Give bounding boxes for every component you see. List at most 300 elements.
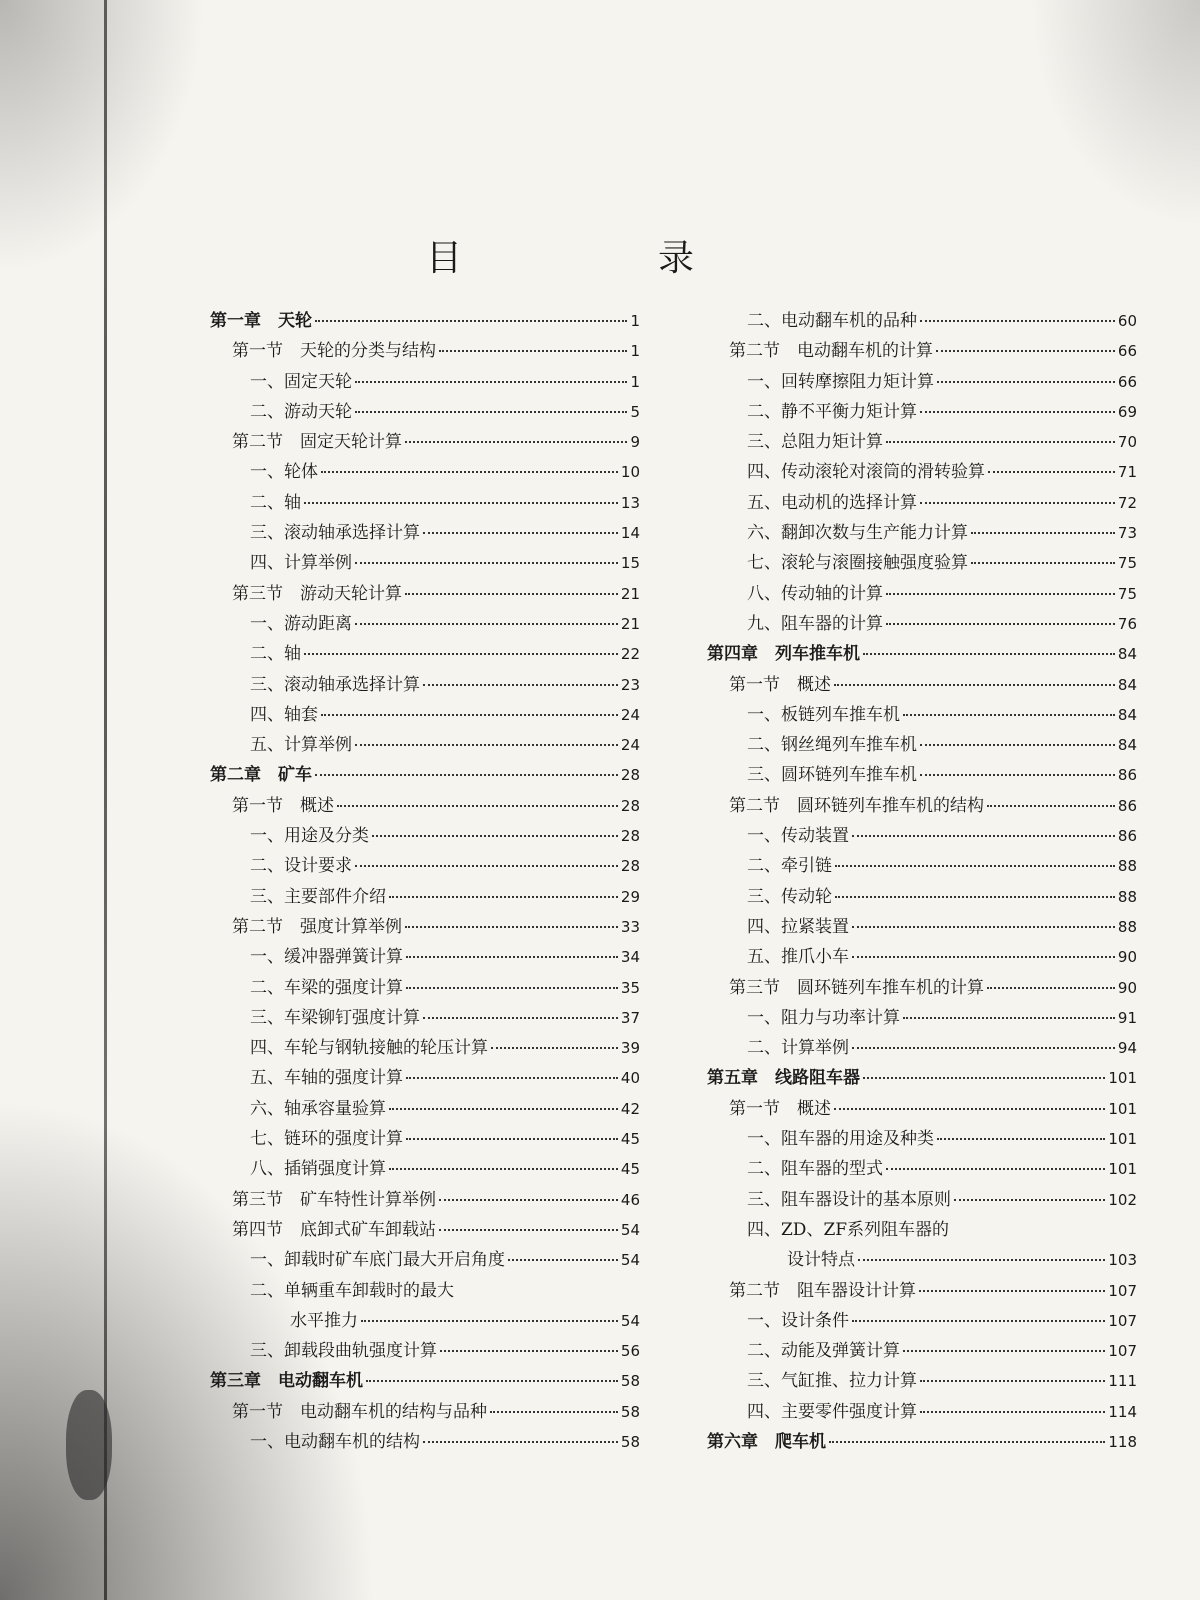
toc-entry-page-number: 54	[620, 1311, 640, 1330]
dot-leader	[852, 926, 1115, 928]
toc-entry-section	[210, 912, 640, 942]
toc-entry-page-number: 101	[1108, 1130, 1137, 1149]
toc-entry-item	[707, 942, 1137, 972]
toc-entry-item	[210, 851, 640, 881]
toc-entry-label: 第二节 强度计算举例	[232, 916, 402, 937]
toc-entry-item	[210, 821, 640, 851]
toc-entry-page-number: 91	[1117, 1008, 1137, 1027]
toc-entry-page-number: 114	[1108, 1402, 1137, 1421]
dot-leader	[361, 1320, 618, 1322]
toc-entry-page-number: 71	[1117, 463, 1137, 482]
toc-entry-item	[707, 1033, 1137, 1063]
dot-leader	[406, 1077, 618, 1079]
toc-entry-label: 一、用途及分类	[250, 826, 369, 847]
toc-entry-item	[210, 730, 640, 760]
toc-entry-label: 第三节 矿车特性计算举例	[232, 1189, 436, 1210]
dot-leader	[372, 835, 618, 837]
toc-entry-label: 四、轴套	[250, 704, 318, 725]
toc-entry-page-number: 73	[1117, 524, 1137, 543]
toc-entry-chapter	[707, 1427, 1137, 1457]
toc-entry-page-number: 76	[1117, 614, 1137, 633]
toc-entry-chapter	[210, 306, 640, 336]
toc-entry-item	[707, 1003, 1137, 1033]
dot-leader	[920, 502, 1115, 504]
toc-entry-label: 三、圆环链列车推车机	[747, 765, 917, 786]
toc-entry-label: 四、计算举例	[250, 553, 352, 574]
dot-leader	[491, 1047, 618, 1049]
toc-entry-label: 第四章 列车推车机	[707, 644, 860, 665]
toc-entry-label: 二、动能及弹簧计算	[747, 1341, 900, 1362]
toc-entry-page-number: 101	[1108, 1069, 1137, 1088]
dot-leader	[835, 896, 1115, 898]
toc-entry-label: 四、传动滚轮对滚筒的滑转验算	[747, 462, 985, 483]
toc-entry-page-number: 1	[630, 372, 640, 391]
dot-leader	[389, 1108, 618, 1110]
toc-entry-label: 第二节 固定天轮计算	[232, 432, 402, 453]
toc-entry-label: 一、设计条件	[747, 1310, 849, 1331]
toc-entry-label: 一、阻车器的用途及种类	[747, 1129, 934, 1150]
toc-entry-page-number: 111	[1108, 1372, 1137, 1391]
toc-entry-label: 二、轴	[250, 644, 301, 665]
toc-entry-label: 一、回转摩擦阻力矩计算	[747, 371, 934, 392]
toc-entry-page-number: 60	[1117, 312, 1137, 330]
dot-leader	[439, 1229, 618, 1231]
toc-entry-item	[707, 1366, 1137, 1396]
toc-entry-page-number: 28	[620, 766, 640, 785]
toc-entry-page-number: 84	[1117, 645, 1137, 664]
toc-entry-label: 第三节 游动天轮计算	[232, 583, 402, 604]
toc-entry-item	[210, 609, 640, 639]
toc-entry-page-number: 103	[1108, 1251, 1137, 1270]
toc-entry-label: 四、车轮与钢轨接触的轮压计算	[250, 1038, 488, 1059]
toc-entry-page-number: 75	[1117, 584, 1137, 603]
toc-entry-item	[210, 670, 640, 700]
dot-leader	[315, 320, 627, 322]
dot-leader	[954, 1199, 1105, 1201]
dot-leader	[971, 562, 1115, 564]
toc-entry-page-number: 1	[630, 312, 640, 330]
toc-entry-page-number: 23	[620, 675, 640, 694]
toc-entry-label: 一、轮体	[250, 462, 318, 483]
toc-entry-page-number: 102	[1108, 1190, 1137, 1209]
toc-entry-label: 三、车梁铆钉强度计算	[250, 1007, 420, 1028]
toc-entry-cont	[707, 1245, 1137, 1275]
toc-right-column	[707, 306, 1137, 1457]
toc-entry-label: 第二章 矿车	[210, 765, 312, 786]
dot-leader	[920, 320, 1115, 322]
toc-entry-page-number: 54	[620, 1251, 640, 1270]
toc-entry-label: 二、电动翻车机的品种	[747, 311, 917, 331]
toc-entry-item	[210, 639, 640, 669]
toc-entry-item	[210, 1245, 640, 1275]
dot-leader	[337, 805, 618, 807]
toc-entry-item	[210, 1427, 640, 1457]
dot-leader	[439, 1199, 618, 1201]
toc-entry-item	[210, 1336, 640, 1366]
dot-leader	[440, 1350, 618, 1352]
toc-entry-label: 九、阻车器的计算	[747, 613, 883, 634]
toc-entry-page-number: 46	[620, 1190, 640, 1209]
toc-entry-item	[210, 1154, 640, 1184]
toc-entry-page-number: 13	[620, 493, 640, 512]
toc-entry-page-number: 22	[620, 645, 640, 664]
toc-entry-label: 七、链环的强度计算	[250, 1129, 403, 1150]
toc-entry-page-number: 86	[1117, 766, 1137, 785]
dot-leader	[852, 1047, 1115, 1049]
toc-entry-label: 一、板链列车推车机	[747, 704, 900, 725]
toc-entry-item	[210, 488, 640, 518]
dot-leader	[355, 865, 618, 867]
toc-entry-cont	[210, 1306, 640, 1336]
toc-entry-item	[707, 760, 1137, 790]
toc-entry-page-number: 70	[1117, 433, 1137, 452]
toc-entry-section	[707, 973, 1137, 1003]
dot-leader	[886, 441, 1115, 443]
dot-leader	[829, 1441, 1105, 1443]
toc-entry-label: 第三节 圆环链列车推车机的计算	[729, 977, 984, 998]
toc-entry-item	[707, 609, 1137, 639]
toc-entry-label: 二、设计要求	[250, 856, 352, 877]
toc-entry-section	[210, 579, 640, 609]
toc-entry-label: 三、阻车器设计的基本原则	[747, 1189, 951, 1210]
dot-leader	[971, 532, 1115, 534]
toc-entry-label: 五、车轴的强度计算	[250, 1068, 403, 1089]
toc-entry-page-number: 58	[620, 1432, 640, 1451]
toc-entry-label: 八、传动轴的计算	[747, 583, 883, 604]
dot-leader	[987, 987, 1115, 989]
toc-entry-page-number: 88	[1117, 887, 1137, 906]
toc-entry-page-number: 75	[1117, 554, 1137, 573]
page-title: 目 录	[425, 238, 774, 279]
toc-entry-label: 设计特点	[787, 1250, 855, 1271]
toc-entry-page-number: 56	[620, 1342, 640, 1361]
toc-entry-label: 第一节 概述	[232, 795, 334, 816]
toc-entry-label: 三、气缸推、拉力计算	[747, 1371, 917, 1392]
toc-entry-label: 五、电动机的选择计算	[747, 492, 917, 513]
dot-leader	[920, 774, 1115, 776]
toc-entry-page-number: 33	[620, 917, 640, 936]
toc-entry-label: 二、钢丝绳列车推车机	[747, 735, 917, 756]
toc-entry-item	[210, 700, 640, 730]
toc-entry-page-number: 34	[620, 948, 640, 967]
toc-entry-item	[210, 397, 640, 427]
dot-leader	[423, 1441, 618, 1443]
toc-entry-item	[707, 1336, 1137, 1366]
toc-entry-item	[707, 548, 1137, 578]
dot-leader	[355, 411, 627, 413]
toc-entry-item	[707, 367, 1137, 397]
toc-entry-item	[210, 457, 640, 487]
toc-entry-section	[707, 791, 1137, 821]
toc-entry-item	[210, 518, 640, 548]
toc-entry-item	[707, 579, 1137, 609]
dot-leader	[858, 1259, 1105, 1261]
dot-leader	[863, 653, 1115, 655]
toc-entry-page-number: 58	[620, 1402, 640, 1421]
toc-entry-page-number: 84	[1117, 736, 1137, 755]
dot-leader	[406, 956, 618, 958]
dot-leader	[321, 471, 618, 473]
toc-entry-page-number: 66	[1117, 342, 1137, 361]
toc-entry-item	[210, 1003, 640, 1033]
toc-entry-item	[707, 730, 1137, 760]
dot-leader	[321, 714, 618, 716]
toc-entry-item	[210, 1063, 640, 1093]
dot-leader	[919, 1290, 1105, 1292]
toc-entry-page-number: 72	[1117, 493, 1137, 512]
toc-entry-page-number: 88	[1117, 917, 1137, 936]
toc-entry-item	[210, 1124, 640, 1154]
toc-entry-label: 一、阻力与功率计算	[747, 1007, 900, 1028]
toc-entry-label: 三、主要部件介绍	[250, 886, 386, 907]
toc-entry-label: 第一节 电动翻车机的结构与品种	[232, 1401, 487, 1422]
toc-entry-page-number: 58	[620, 1372, 640, 1391]
toc-entry-label: 五、推爪小车	[747, 947, 849, 968]
dot-leader	[406, 1138, 618, 1140]
dot-leader	[886, 593, 1115, 595]
dot-leader	[304, 653, 618, 655]
toc-entry-page-number: 21	[620, 584, 640, 603]
toc-entry-chapter	[210, 760, 640, 790]
binding-stain	[66, 1390, 112, 1500]
toc-entry-page-number: 86	[1117, 827, 1137, 846]
toc-left-column	[210, 306, 640, 1457]
toc-entry-page-number: 69	[1117, 402, 1137, 421]
toc-entry-label: 四、拉紧装置	[747, 916, 849, 937]
dot-leader	[903, 714, 1115, 716]
toc-entry-label: 一、传动装置	[747, 826, 849, 847]
dot-leader	[355, 744, 618, 746]
dot-leader	[389, 896, 618, 898]
dot-leader	[508, 1259, 618, 1261]
toc-entry-item	[707, 488, 1137, 518]
toc-entry-label: 二、静不平衡力矩计算	[747, 401, 917, 422]
toc-entry-chapter	[707, 1063, 1137, 1093]
toc-entry-item	[210, 1033, 640, 1063]
toc-entry-label: 第一节 概述	[729, 1098, 831, 1119]
toc-entry-page-number: 90	[1117, 978, 1137, 997]
toc-entry-item	[210, 1276, 640, 1306]
toc-entry-label: 三、滚动轴承选择计算	[250, 674, 420, 695]
toc-entry-page-number: 9	[630, 433, 640, 452]
toc-entry-label: 一、固定天轮	[250, 371, 352, 392]
toc-entry-label: 二、游动天轮	[250, 401, 352, 422]
toc-entry-section	[210, 1397, 640, 1427]
toc-entry-item	[707, 427, 1137, 457]
dot-leader	[936, 350, 1115, 352]
toc-entry-label: 水平推力	[290, 1310, 358, 1331]
dot-leader	[405, 593, 618, 595]
dot-leader	[988, 471, 1115, 473]
toc-entry-label: 七、滚轮与滚圈接触强度验算	[747, 553, 968, 574]
dot-leader	[903, 1017, 1115, 1019]
toc-entry-label: 三、卸载段曲轨强度计算	[250, 1341, 437, 1362]
toc-entry-page-number: 28	[620, 827, 640, 846]
toc-entry-page-number: 66	[1117, 372, 1137, 391]
toc-entry-page-number: 15	[620, 554, 640, 573]
toc-entry-section	[210, 791, 640, 821]
toc-entry-label: 第六章 爬车机	[707, 1431, 826, 1452]
dot-leader	[852, 835, 1115, 837]
toc-entry-label: 第一章 天轮	[210, 311, 312, 331]
toc-entry-item	[707, 912, 1137, 942]
toc-entry-label: 一、游动距离	[250, 613, 352, 634]
toc-entry-page-number: 24	[620, 736, 640, 755]
dot-leader	[886, 1168, 1105, 1170]
toc-entry-page-number: 14	[620, 524, 640, 543]
toc-entry-page-number: 45	[620, 1130, 640, 1149]
dot-leader	[423, 1017, 618, 1019]
toc-entry-page-number: 21	[620, 614, 640, 633]
toc-entry-label: 一、缓冲器弹簧计算	[250, 947, 403, 968]
toc-entry-page-number: 40	[620, 1069, 640, 1088]
toc-entry-label: 四、主要零件强度计算	[747, 1401, 917, 1422]
toc-entry-item	[707, 821, 1137, 851]
dot-leader	[937, 381, 1115, 383]
toc-entry-section	[210, 427, 640, 457]
dot-leader	[920, 744, 1115, 746]
dot-leader	[389, 1168, 618, 1170]
toc-entry-item	[210, 548, 640, 578]
toc-entry-page-number: 84	[1117, 705, 1137, 724]
toc-entry-label: 六、翻卸次数与生产能力计算	[747, 523, 968, 544]
toc-entry-chapter	[210, 1366, 640, 1396]
dot-leader	[835, 865, 1115, 867]
toc-entry-page-number: 94	[1117, 1039, 1137, 1058]
toc-entry-item	[707, 518, 1137, 548]
toc-entry-item	[210, 973, 640, 1003]
toc-entry-label: 第一节 概述	[729, 674, 831, 695]
toc-entry-label: 六、轴承容量验算	[250, 1098, 386, 1119]
dot-leader	[315, 774, 618, 776]
toc-entry-label: 第五章 线路阻车器	[707, 1068, 860, 1089]
toc-entry-label: 第一节 天轮的分类与结构	[232, 341, 436, 362]
toc-entry-page-number: 101	[1108, 1099, 1137, 1118]
toc-entry-section	[707, 670, 1137, 700]
dot-leader	[903, 1350, 1105, 1352]
toc-entry-label: 一、卸载时矿车底门最大开启角度	[250, 1250, 505, 1271]
toc-entry-label: 三、总阻力矩计算	[747, 432, 883, 453]
dot-leader	[304, 502, 618, 504]
toc-entry-section	[707, 1276, 1137, 1306]
toc-entry-label: 三、传动轮	[747, 886, 832, 907]
toc-entry-page-number: 1	[630, 342, 640, 361]
toc-entry-section	[210, 336, 640, 366]
toc-entry-label: 三、滚动轴承选择计算	[250, 523, 420, 544]
dot-leader	[834, 1108, 1105, 1110]
toc-entry-item	[707, 1215, 1137, 1245]
toc-entry-page-number: 54	[620, 1220, 640, 1239]
dot-leader	[366, 1380, 618, 1382]
toc-entry-item	[707, 306, 1137, 336]
toc-entry-page-number: 107	[1108, 1281, 1137, 1300]
toc-entry-item	[210, 942, 640, 972]
toc-entry-item	[707, 700, 1137, 730]
toc-entry-item	[707, 1154, 1137, 1184]
dot-leader	[920, 1380, 1105, 1382]
toc-entry-label: 第四节 底卸式矿车卸载站	[232, 1219, 436, 1240]
dot-leader	[886, 623, 1115, 625]
toc-entry-page-number: 28	[620, 857, 640, 876]
toc-entry-label: 二、轴	[250, 492, 301, 513]
toc-entry-item	[210, 882, 640, 912]
toc-entry-label: 第二节 圆环链列车推车机的结构	[729, 795, 984, 816]
toc-entry-page-number: 86	[1117, 796, 1137, 815]
toc-entry-label: 二、车梁的强度计算	[250, 977, 403, 998]
toc-entry-page-number: 101	[1108, 1160, 1137, 1179]
toc-entry-label: 四、ZD、ZF系列阻车器的	[747, 1219, 950, 1240]
toc-entry-label: 一、电动翻车机的结构	[250, 1431, 420, 1452]
toc-entry-item	[707, 397, 1137, 427]
dot-leader	[920, 1411, 1105, 1413]
dot-leader	[863, 1077, 1105, 1079]
toc-entry-item	[707, 1306, 1137, 1336]
dot-leader	[937, 1138, 1105, 1140]
toc-entry-page-number: 28	[620, 796, 640, 815]
toc-entry-section	[210, 1215, 640, 1245]
dot-leader	[355, 381, 627, 383]
dot-leader	[834, 684, 1115, 686]
dot-leader	[439, 350, 627, 352]
toc-entry-page-number: 42	[620, 1099, 640, 1118]
toc-entry-page-number: 107	[1108, 1342, 1137, 1361]
toc-entry-label: 第二节 阻车器设计计算	[729, 1280, 916, 1301]
toc-entry-page-number: 84	[1117, 675, 1137, 694]
toc-entry-label: 二、阻车器的型式	[747, 1159, 883, 1180]
toc-entry-page-number: 10	[620, 463, 640, 482]
dot-leader	[987, 805, 1115, 807]
toc-entry-label: 二、牵引链	[747, 856, 832, 877]
dot-leader	[355, 623, 618, 625]
dot-leader	[423, 684, 618, 686]
toc-entry-page-number: 35	[620, 978, 640, 997]
toc-entry-label: 八、插销强度计算	[250, 1159, 386, 1180]
toc-entry-label: 二、计算举例	[747, 1038, 849, 1059]
toc-entry-section	[707, 1094, 1137, 1124]
toc-entry-page-number: 107	[1108, 1311, 1137, 1330]
toc-entry-label: 五、计算举例	[250, 735, 352, 756]
toc-entry-page-number: 118	[1108, 1432, 1137, 1451]
toc-entry-section	[210, 1185, 640, 1215]
dot-leader	[406, 987, 618, 989]
toc-entry-item	[707, 851, 1137, 881]
toc-entry-chapter	[707, 639, 1137, 669]
dot-leader	[405, 926, 618, 928]
dot-leader	[490, 1411, 618, 1413]
toc-entry-label: 第二节 电动翻车机的计算	[729, 341, 933, 362]
toc-entry-item	[707, 882, 1137, 912]
toc-entry-section	[707, 336, 1137, 366]
toc-entry-page-number: 90	[1117, 948, 1137, 967]
toc-entry-page-number: 45	[620, 1160, 640, 1179]
toc-entry-item	[707, 1185, 1137, 1215]
dot-leader	[920, 411, 1115, 413]
toc-entry-page-number: 39	[620, 1039, 640, 1058]
toc-entry-item	[707, 1124, 1137, 1154]
dot-leader	[852, 956, 1115, 958]
toc-entry-label: 二、单辆重车卸载时的最大	[250, 1280, 454, 1301]
toc-entry-page-number: 88	[1117, 857, 1137, 876]
toc-entry-item	[707, 1397, 1137, 1427]
dot-leader	[852, 1320, 1105, 1322]
toc-entry-page-number: 37	[620, 1008, 640, 1027]
toc-entry-item	[707, 457, 1137, 487]
toc-entry-label: 第三章 电动翻车机	[210, 1371, 363, 1392]
toc-entry-item	[210, 1094, 640, 1124]
dot-leader	[405, 441, 627, 443]
toc-entry-item	[210, 367, 640, 397]
toc-entry-page-number: 5	[630, 402, 640, 421]
